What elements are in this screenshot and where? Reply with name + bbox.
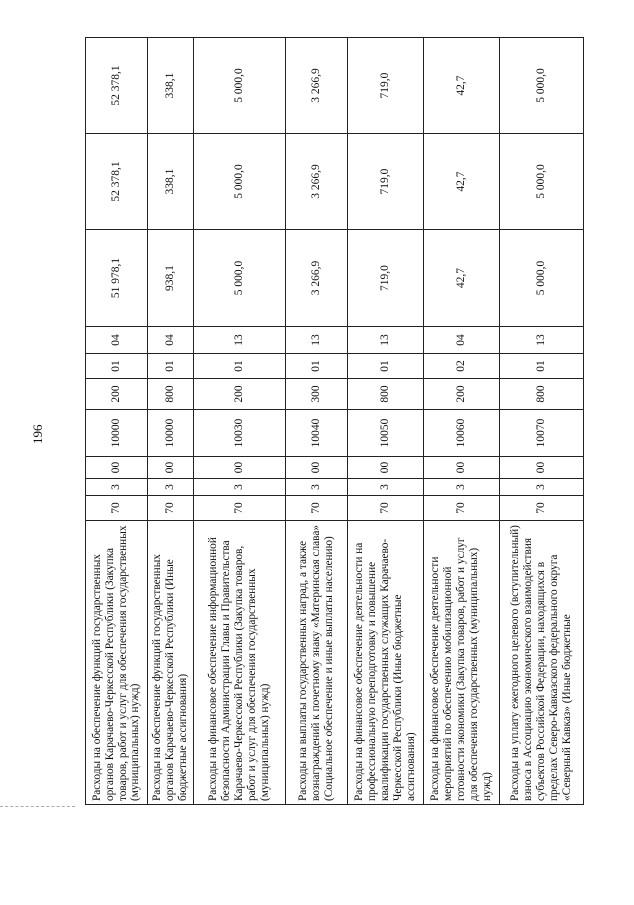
code-cell: 10000 bbox=[86, 410, 148, 457]
amount-cell: 3 266,9 bbox=[286, 230, 348, 327]
amount-cell: 719,0 bbox=[348, 134, 424, 230]
code-cell: 70 bbox=[148, 496, 194, 521]
amount-cell: 3 266,9 bbox=[286, 38, 348, 134]
code-cell: 10000 bbox=[148, 410, 194, 457]
amount-cell: 5 000,0 bbox=[194, 134, 286, 230]
code-cell: 01 bbox=[286, 354, 348, 379]
code-cell: 13 bbox=[194, 327, 286, 354]
amount-cell: 42,7 bbox=[424, 230, 500, 327]
row-description: Расходы на финансовое обеспечение информационной безопасности Администрации Главы и Правительства Карачаево-Черкесской Республики (Закупка товаров, работ и услуг для обеспечения государственных (муниципальных) нужд) bbox=[194, 521, 286, 805]
code-cell: 3 bbox=[500, 479, 584, 496]
row-description: Расходы на выплаты государственных наград, а также вознаграждений к почетному знаку «Материнская слава» (Социальное обеспечение и иные выплаты населению) bbox=[286, 521, 348, 805]
code-cell: 70 bbox=[286, 496, 348, 521]
code-cell: 3 bbox=[148, 479, 194, 496]
amount-cell: 5 000,0 bbox=[500, 134, 584, 230]
code-cell: 200 bbox=[86, 379, 148, 410]
row-description: Расходы на финансовое обеспечение деятельности на профессиональную переподготовку и повышение квалификации государственных служащих Карачаево-Черкесской Республики (Иные бюджетные ассигнования) bbox=[348, 521, 424, 805]
row-description: Расходы на обеспечение функций государственных органов Карачаево-Черкесской Республики (Иные бюджетные ассигнования) bbox=[148, 521, 194, 805]
code-cell: 10030 bbox=[194, 410, 286, 457]
code-cell: 02 bbox=[424, 354, 500, 379]
table-row bbox=[194, 38, 286, 805]
code-cell: 04 bbox=[148, 327, 194, 354]
code-cell: 00 bbox=[286, 457, 348, 479]
code-cell: 70 bbox=[194, 496, 286, 521]
code-cell: 800 bbox=[348, 379, 424, 410]
code-cell: 70 bbox=[424, 496, 500, 521]
amount-cell: 42,7 bbox=[424, 38, 500, 134]
code-cell: 3 bbox=[424, 479, 500, 496]
code-cell: 300 bbox=[286, 379, 348, 410]
code-cell: 00 bbox=[194, 457, 286, 479]
amount-cell: 338,1 bbox=[148, 38, 194, 134]
amount-cell: 52 378,1 bbox=[86, 38, 148, 134]
code-cell: 70 bbox=[500, 496, 584, 521]
row-description: Расходы на финансовое обеспечение деятельности мероприятий по обеспечению мобилизационной готовности экономики (Закупка товаров, работ и услуг для обеспечения государственных (муниципальных) нужд) bbox=[424, 521, 500, 805]
code-cell: 01 bbox=[348, 354, 424, 379]
table-row bbox=[424, 38, 500, 805]
table-row bbox=[286, 38, 348, 805]
code-cell: 3 bbox=[348, 479, 424, 496]
code-cell: 01 bbox=[500, 354, 584, 379]
budget-table bbox=[85, 37, 584, 805]
code-cell: 10070 bbox=[500, 410, 584, 457]
code-cell: 00 bbox=[348, 457, 424, 479]
amount-cell: 5 000,0 bbox=[500, 230, 584, 327]
code-cell: 200 bbox=[194, 379, 286, 410]
amount-cell: 938,1 bbox=[148, 230, 194, 327]
code-cell: 70 bbox=[86, 496, 148, 521]
code-cell: 01 bbox=[86, 354, 148, 379]
scan-artifact-line bbox=[0, 806, 75, 807]
table-row bbox=[500, 38, 584, 805]
code-cell: 200 bbox=[424, 379, 500, 410]
rotated-table-wrapper bbox=[85, 38, 573, 805]
code-cell: 3 bbox=[286, 479, 348, 496]
amount-cell: 719,0 bbox=[348, 38, 424, 134]
table-row bbox=[348, 38, 424, 805]
code-cell: 800 bbox=[148, 379, 194, 410]
amount-cell: 338,1 bbox=[148, 134, 194, 230]
code-cell: 04 bbox=[86, 327, 148, 354]
amount-cell: 51 978,1 bbox=[86, 230, 148, 327]
code-cell: 70 bbox=[348, 496, 424, 521]
code-cell: 00 bbox=[500, 457, 584, 479]
row-description: Расходы на обеспечение функций государственных органов Карачаево-Черкесской Республики (Закупка товаров, работ и услуг для обеспечения государственных (муниципальных) нужд) bbox=[86, 521, 148, 805]
code-cell: 13 bbox=[286, 327, 348, 354]
code-cell: 10040 bbox=[286, 410, 348, 457]
code-cell: 10060 bbox=[424, 410, 500, 457]
table-row bbox=[86, 38, 148, 805]
table-row bbox=[148, 38, 194, 805]
code-cell: 00 bbox=[86, 457, 148, 479]
row-description: Расходы на уплату ежегодного целевого (вступительный) взноса в Ассоциацию экономического взаимодействия субъектов Российской Федерации, находящихся в пределах Северо-Кавказского федерального округа «Северный Кавказ» (Иные бюджетные bbox=[500, 521, 584, 805]
code-cell: 13 bbox=[348, 327, 424, 354]
code-cell: 00 bbox=[424, 457, 500, 479]
code-cell: 3 bbox=[194, 479, 286, 496]
amount-cell: 52 378,1 bbox=[86, 134, 148, 230]
amount-cell: 5 000,0 bbox=[194, 230, 286, 327]
code-cell: 13 bbox=[500, 327, 584, 354]
page-number: 196 bbox=[30, 424, 45, 444]
code-cell: 04 bbox=[424, 327, 500, 354]
code-cell: 3 bbox=[86, 479, 148, 496]
amount-cell: 3 266,9 bbox=[286, 134, 348, 230]
code-cell: 01 bbox=[148, 354, 194, 379]
amount-cell: 5 000,0 bbox=[194, 38, 286, 134]
code-cell: 01 bbox=[194, 354, 286, 379]
amount-cell: 719,0 bbox=[348, 230, 424, 327]
code-cell: 00 bbox=[148, 457, 194, 479]
amount-cell: 42,7 bbox=[424, 134, 500, 230]
amount-cell: 5 000,0 bbox=[500, 38, 584, 134]
code-cell: 10050 bbox=[348, 410, 424, 457]
code-cell: 800 bbox=[500, 379, 584, 410]
